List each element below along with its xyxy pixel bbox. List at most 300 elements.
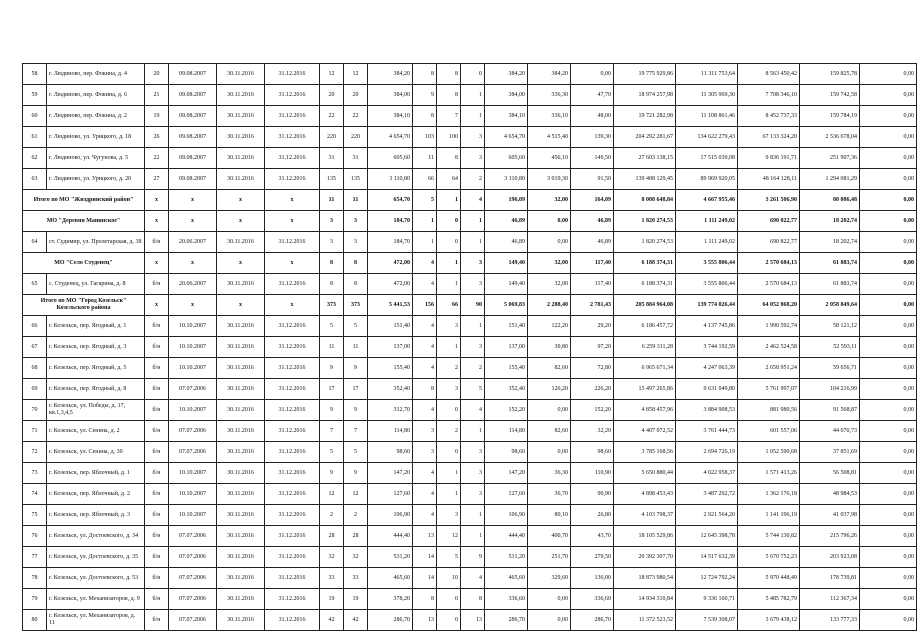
table-cell: 0,00 — [860, 169, 917, 190]
table-cell: 400,70 — [528, 526, 571, 547]
table-cell: 3 555 806,44 — [676, 274, 738, 295]
table-cell: 31.12.2016 — [265, 484, 320, 505]
table-cell: 30.11.2016 — [217, 148, 265, 169]
table-cell: 3 785 168,56 — [614, 442, 676, 463]
table-cell: 3 — [344, 211, 368, 232]
table-cell: 12 645 398,78 — [676, 526, 738, 547]
table-cell: 5 — [320, 316, 344, 337]
table-cell: 5 670 752,23 — [738, 547, 800, 568]
table-cell: 7 — [320, 421, 344, 442]
table-cell: 122,20 — [528, 316, 571, 337]
table-cell: 21 — [145, 85, 169, 106]
table-cell: 0,00 — [528, 211, 571, 232]
table-cell: 11 372 523,52 — [614, 610, 676, 631]
table-cell: 881 980,56 — [738, 400, 800, 421]
table-cell: 137,00 — [485, 337, 528, 358]
table-cell: г. Козельск, ул. Достоевского, д. 53 — [47, 568, 145, 589]
table-cell: 30.11.2016 — [217, 337, 265, 358]
table-cell: 17 — [320, 379, 344, 400]
table-cell: 8 — [437, 85, 461, 106]
table-cell: 1 294 081,29 — [800, 169, 860, 190]
table-cell: 1 820 274,53 — [614, 211, 676, 232]
table-cell: 76 — [23, 526, 47, 547]
table-cell: г. Козельск, пер. Ягодный, д. 3 — [47, 337, 145, 358]
table-cell: 30.11.2016 — [217, 400, 265, 421]
table-cell: 36,30 — [528, 463, 571, 484]
table-cell: ст. Судимир, ул. Пролетарская, д. 38 — [47, 232, 145, 253]
table-cell: 4 654,70 — [368, 127, 413, 148]
table-cell: 30.11.2016 — [217, 568, 265, 589]
table-cell: 4 — [413, 253, 437, 274]
table-cell: 98,60 — [485, 442, 528, 463]
table-row — [23, 232, 917, 253]
table-cell: 184,70 — [368, 232, 413, 253]
table-cell: 30.11.2016 — [217, 442, 265, 463]
table-cell: 531,20 — [368, 547, 413, 568]
table-cell: x — [265, 211, 320, 232]
table-cell: 12 — [320, 484, 344, 505]
table-cell: 286,70 — [485, 610, 528, 631]
table-cell: 3 — [461, 442, 485, 463]
table-cell: б/н — [145, 232, 169, 253]
table-cell: 66 — [23, 316, 47, 337]
table-cell: 159 784,19 — [800, 106, 860, 127]
table-cell: г. Козельск, пер. Яблочный, д. 3 — [47, 505, 145, 526]
table-cell: 64 052 868,20 — [738, 295, 800, 316]
table-row — [23, 400, 917, 421]
table-cell: 3 — [320, 211, 344, 232]
table-cell: 31.12.2016 — [265, 400, 320, 421]
table-cell: 7 — [344, 421, 368, 442]
table-cell: 31.12.2016 — [265, 106, 320, 127]
table-cell: 0,00 — [860, 232, 917, 253]
table-cell: 139 408 129,45 — [614, 169, 676, 190]
table-cell: 31.12.2016 — [265, 169, 320, 190]
table-cell: 33 — [320, 568, 344, 589]
table-cell: 531,20 — [485, 547, 528, 568]
table-cell: 31.12.2016 — [265, 568, 320, 589]
table-cell: 1 — [437, 274, 461, 295]
table-cell: 61 — [23, 127, 47, 148]
table-cell: 1 571 413,26 — [738, 463, 800, 484]
table-total-row — [23, 295, 917, 316]
table-total-row — [23, 190, 917, 211]
table-cell: 3 — [413, 421, 437, 442]
table-cell: г. Людиново, ул. Чугунова, д. 5 — [47, 148, 145, 169]
table-cell: г. Людиново, пер. Фокина, д. 4 — [47, 64, 145, 85]
table-cell: 149,40 — [485, 253, 528, 274]
table-cell: 46,89 — [485, 232, 528, 253]
housing-register-table — [22, 63, 917, 631]
table-cell: с. Студенец, ул. Гагарина, д. 8 — [47, 274, 145, 295]
table-cell: 5 — [344, 442, 368, 463]
table-cell: 9 — [413, 85, 437, 106]
table-row — [23, 547, 917, 568]
table-cell: 64 — [437, 169, 461, 190]
table-cell: 4 137 745,86 — [676, 316, 738, 337]
table-cell: 127,60 — [368, 484, 413, 505]
table-cell: 14 517 632,39 — [676, 547, 738, 568]
table-cell: 31.12.2016 — [265, 379, 320, 400]
table-cell: 28 — [344, 526, 368, 547]
table-row — [23, 85, 917, 106]
table-cell: 2 — [461, 358, 485, 379]
table-cell: 6 186 457,72 — [614, 316, 676, 337]
table-cell: 0,00 — [860, 610, 917, 631]
table-cell: б/н — [145, 442, 169, 463]
table-cell: 117,40 — [571, 253, 614, 274]
table-cell: 20 — [344, 85, 368, 106]
table-cell: б/н — [145, 274, 169, 295]
table-cell: 139 774 026,44 — [676, 295, 738, 316]
table-cell: 9 — [320, 400, 344, 421]
table-cell: 220 — [344, 127, 368, 148]
table-cell: 112 367,34 — [800, 589, 860, 610]
table-cell: 30.11.2016 — [217, 484, 265, 505]
table-cell: 66 — [437, 295, 461, 316]
table-cell: 30.11.2016 — [217, 106, 265, 127]
table-cell: 30.11.2016 — [217, 316, 265, 337]
table-cell: 4 — [413, 505, 437, 526]
table-cell: б/н — [145, 316, 169, 337]
table-cell: 164,09 — [571, 190, 614, 211]
table-cell: 18 873 980,54 — [614, 568, 676, 589]
table-row — [23, 127, 917, 148]
table-cell: 0,00 — [528, 589, 571, 610]
table-cell: 3 744 192,59 — [676, 337, 738, 358]
table-cell: 3 555 806,44 — [676, 253, 738, 274]
table-cell: 31.12.2016 — [265, 232, 320, 253]
table-cell: 149,40 — [485, 274, 528, 295]
total-label: МО "Село Студенец" — [23, 253, 145, 274]
table-row — [23, 358, 917, 379]
table-cell: 66 — [413, 169, 437, 190]
table-row — [23, 316, 917, 337]
table-cell: 10.10.2007 — [169, 484, 217, 505]
table-cell: 59 656,71 — [800, 358, 860, 379]
table-cell: 9 — [344, 400, 368, 421]
table-cell: 3 — [437, 379, 461, 400]
table-cell: 2 — [344, 505, 368, 526]
table-cell: 0,00 — [860, 127, 917, 148]
table-cell: 47,70 — [571, 85, 614, 106]
table-cell: 3 — [461, 484, 485, 505]
table-cell: 4 515,40 — [528, 127, 571, 148]
table-cell: 133 777,33 — [800, 610, 860, 631]
table-cell: б/н — [145, 337, 169, 358]
table-cell: 1 820 274,53 — [614, 232, 676, 253]
table-row — [23, 610, 917, 631]
table-cell: 4 — [413, 316, 437, 337]
table-cell: 1 052 590,68 — [738, 442, 800, 463]
table-cell: 11 — [413, 148, 437, 169]
table-cell: 152,20 — [485, 400, 528, 421]
table-row — [23, 274, 917, 295]
table-cell: 0,00 — [860, 568, 917, 589]
table-cell: 17 — [344, 379, 368, 400]
table-cell: x — [265, 253, 320, 274]
table-cell: 2 921 564,20 — [676, 505, 738, 526]
table-cell: 5 970 448,49 — [738, 568, 800, 589]
table-cell: 5 — [413, 190, 437, 211]
table-cell: 31.12.2016 — [265, 526, 320, 547]
table-cell: 4 247 063,39 — [676, 358, 738, 379]
table-cell: 31.12.2016 — [265, 85, 320, 106]
table-cell: 0,00 — [860, 274, 917, 295]
table-cell: 251,70 — [528, 547, 571, 568]
table-cell: 151,40 — [368, 316, 413, 337]
table-cell: 4 — [461, 568, 485, 589]
table-cell: 41 037,98 — [800, 505, 860, 526]
table-cell: 59 — [23, 85, 47, 106]
table-cell: г. Людиново, ул. Урицкого, д. 20 — [47, 169, 145, 190]
table-cell: 0,00 — [528, 232, 571, 253]
table-cell: 4 654,70 — [485, 127, 528, 148]
table-cell: 3 — [461, 253, 485, 274]
table-cell: 601 557,06 — [738, 421, 800, 442]
table-cell: 3 — [320, 232, 344, 253]
table-cell: 8 — [413, 379, 437, 400]
table-cell: 46,89 — [485, 211, 528, 232]
table-cell: 9 836 191,71 — [738, 148, 800, 169]
table-cell: 39,80 — [528, 337, 571, 358]
table-cell: г. Людиново, пер. Фокина, д. 6 — [47, 85, 145, 106]
table-cell: 127,60 — [485, 484, 528, 505]
table-cell: 384,20 — [485, 64, 528, 85]
table-cell: 384,00 — [368, 85, 413, 106]
table-cell: 384,20 — [368, 64, 413, 85]
table-cell: 10.10.2007 — [169, 463, 217, 484]
table-cell: 6 188 374,31 — [614, 253, 676, 274]
table-cell: 5 744 130,82 — [738, 526, 800, 547]
table-cell: 336,60 — [485, 589, 528, 610]
table-cell: 3 110,80 — [485, 169, 528, 190]
table-cell: 352,40 — [368, 379, 413, 400]
table-cell: 0,00 — [860, 337, 917, 358]
table-cell: 0,00 — [860, 526, 917, 547]
table-cell: 1 362 176,18 — [738, 484, 800, 505]
table-cell: 09.08.2007 — [169, 148, 217, 169]
table-cell: г. Козельск, ул. Достоевского, д. 34 — [47, 526, 145, 547]
table-cell: г. Козельск, пер. Ягодный, д. 8 — [47, 379, 145, 400]
table-cell: 19 — [320, 589, 344, 610]
table-row — [23, 484, 917, 505]
table-cell: 373 — [320, 295, 344, 316]
table-cell: 0,00 — [528, 610, 571, 631]
table-cell: x — [217, 295, 265, 316]
table-cell: 36,70 — [528, 484, 571, 505]
table-cell: б/н — [145, 463, 169, 484]
table-cell: 159 742,58 — [800, 85, 860, 106]
table-cell: 12 — [320, 64, 344, 85]
table-cell: 12 724 792,24 — [676, 568, 738, 589]
table-row — [23, 148, 917, 169]
table-cell: 0,00 — [860, 505, 917, 526]
table-cell: г. Козельск, ул. Сенина, д. 2 — [47, 421, 145, 442]
table-cell: 2 570 684,13 — [738, 253, 800, 274]
table-total-row — [23, 253, 917, 274]
table-cell: 67 133 324,20 — [738, 127, 800, 148]
table-cell: 384,10 — [368, 106, 413, 127]
table-cell: 205 884 964,08 — [614, 295, 676, 316]
table-row — [23, 337, 917, 358]
table-cell: г. Козельск, ул. Достоевского, д. 35 — [47, 547, 145, 568]
table-cell: 3 — [461, 337, 485, 358]
table-cell: 5 — [344, 316, 368, 337]
table-cell: 10.10.2007 — [169, 505, 217, 526]
table-cell: 178 739,81 — [800, 568, 860, 589]
table-cell: 7 708 346,10 — [738, 85, 800, 106]
table-cell: б/н — [145, 400, 169, 421]
table-cell: 1 — [413, 232, 437, 253]
table-cell: 31.12.2016 — [265, 127, 320, 148]
table-cell: 2 570 684,13 — [738, 274, 800, 295]
table-cell: 14 — [413, 547, 437, 568]
table-cell: 251 907,36 — [800, 148, 860, 169]
table-cell: 0,00 — [860, 253, 917, 274]
table-cell: 14 934 310,84 — [614, 589, 676, 610]
table-cell: 156 — [413, 295, 437, 316]
table-cell: 9 — [461, 547, 485, 568]
table-cell: 7 539 308,07 — [676, 610, 738, 631]
table-cell: 0 — [461, 64, 485, 85]
table-cell: 11 305 969,30 — [676, 85, 738, 106]
table-cell: 30.11.2016 — [217, 505, 265, 526]
table-cell: x — [145, 253, 169, 274]
table-cell: 4 898 453,43 — [614, 484, 676, 505]
table-cell: 0,00 — [860, 421, 917, 442]
table-cell: 312,70 — [368, 400, 413, 421]
table-cell: 75 — [23, 505, 47, 526]
table-cell: 10.10.2007 — [169, 358, 217, 379]
table-cell: 20.06.2007 — [169, 232, 217, 253]
table-cell: 159 825,78 — [800, 64, 860, 85]
table-cell: 11 311 753,64 — [676, 64, 738, 85]
table-cell: 48 984,53 — [800, 484, 860, 505]
table-cell: 1 — [461, 421, 485, 442]
table-cell: 80 086,48 — [800, 190, 860, 211]
table-cell: 147,20 — [485, 463, 528, 484]
table-cell: 07.07.2006 — [169, 421, 217, 442]
table-cell: 30.11.2016 — [217, 463, 265, 484]
table-cell: 52 593,11 — [800, 337, 860, 358]
table-cell: 18 105 529,86 — [614, 526, 676, 547]
table-cell: 2 462 524,58 — [738, 337, 800, 358]
table-cell: 0,00 — [860, 484, 917, 505]
table-cell: 3 679 438,12 — [738, 610, 800, 631]
table-cell: 9 — [344, 358, 368, 379]
table-cell: 6 965 671,34 — [614, 358, 676, 379]
table-cell: 13 — [413, 526, 437, 547]
table-cell: 4 — [413, 274, 437, 295]
table-cell: 184,70 — [368, 211, 413, 232]
table-cell: 0 — [437, 400, 461, 421]
table-cell: x — [169, 211, 217, 232]
table-cell: 5 — [437, 547, 461, 568]
table-cell: 78 — [23, 568, 47, 589]
table-cell: 73 — [23, 463, 47, 484]
table-cell: 09.08.2007 — [169, 169, 217, 190]
table-cell: x — [169, 295, 217, 316]
table-cell: 29,20 — [571, 316, 614, 337]
table-cell: 31.12.2016 — [265, 442, 320, 463]
table-cell: 31 — [344, 148, 368, 169]
table-cell: 0 — [437, 589, 461, 610]
table-cell: г. Людиново, пер. Фокина, д. 2 — [47, 106, 145, 127]
table-cell: 13 — [413, 610, 437, 631]
table-cell: г. Козельск, ул. Механизаторов, д. 9 — [47, 589, 145, 610]
table-cell: 07.07.2006 — [169, 589, 217, 610]
table-cell: 654,70 — [368, 190, 413, 211]
table-cell: 1 — [461, 85, 485, 106]
table-cell: 67 — [23, 337, 47, 358]
table-cell: 91,50 — [571, 169, 614, 190]
table-cell: 27 603 138,15 — [614, 148, 676, 169]
table-cell: 155,40 — [368, 358, 413, 379]
table-cell: 690 822,77 — [738, 211, 800, 232]
table-cell: 1 — [461, 316, 485, 337]
table-cell: 4 — [461, 400, 485, 421]
table-cell: 5 — [461, 379, 485, 400]
table-cell: 336,60 — [571, 589, 614, 610]
table-row — [23, 526, 917, 547]
table-cell: 19 — [344, 589, 368, 610]
table-cell: 30.11.2016 — [217, 358, 265, 379]
table-cell: 114,80 — [368, 421, 413, 442]
table-cell: 62 — [23, 148, 47, 169]
table-cell: 31.12.2016 — [265, 64, 320, 85]
table-cell: 31.12.2016 — [265, 547, 320, 568]
table-cell: 110,90 — [571, 463, 614, 484]
table-cell: 104 216,99 — [800, 379, 860, 400]
table-cell: б/н — [145, 379, 169, 400]
table-cell: 19 775 929,86 — [614, 64, 676, 85]
table-cell: 8 — [320, 253, 344, 274]
table-cell: 4 — [413, 358, 437, 379]
table-cell: 5 761 997,07 — [738, 379, 800, 400]
table-cell: 378,20 — [368, 589, 413, 610]
table-cell: x — [217, 190, 265, 211]
table-cell: 31 — [320, 148, 344, 169]
table-body — [23, 64, 917, 631]
table-cell: 3 019,30 — [528, 169, 571, 190]
table-cell: 5 — [320, 442, 344, 463]
table-cell: 30.11.2016 — [217, 274, 265, 295]
table-cell: 155,40 — [485, 358, 528, 379]
table-cell: 20 — [145, 64, 169, 85]
table-cell: 9 336 160,71 — [676, 589, 738, 610]
table-cell: б/н — [145, 484, 169, 505]
table-cell: г. Козельск, пер. Яблочный, д. 2 — [47, 484, 145, 505]
table-cell: x — [217, 211, 265, 232]
table-cell: 336,30 — [528, 85, 571, 106]
table-cell: 20 — [320, 85, 344, 106]
table-row — [23, 421, 917, 442]
table-cell: 09.08.2007 — [169, 127, 217, 148]
table-cell: 18 202,74 — [800, 211, 860, 232]
table-row — [23, 463, 917, 484]
table-cell: г. Козельск, ул. Победы, д. 17, кв.1,3,4,5 — [47, 400, 145, 421]
table-cell: 220 — [320, 127, 344, 148]
table-cell: 4 667 955,46 — [676, 190, 738, 211]
table-cell: 61 883,74 — [800, 253, 860, 274]
table-cell: 147,20 — [368, 463, 413, 484]
table-row — [23, 505, 917, 526]
table-cell: 70 — [23, 400, 47, 421]
table-cell: 31.12.2016 — [265, 337, 320, 358]
table-cell: 137,00 — [368, 337, 413, 358]
table-cell: 4 103 798,37 — [614, 505, 676, 526]
